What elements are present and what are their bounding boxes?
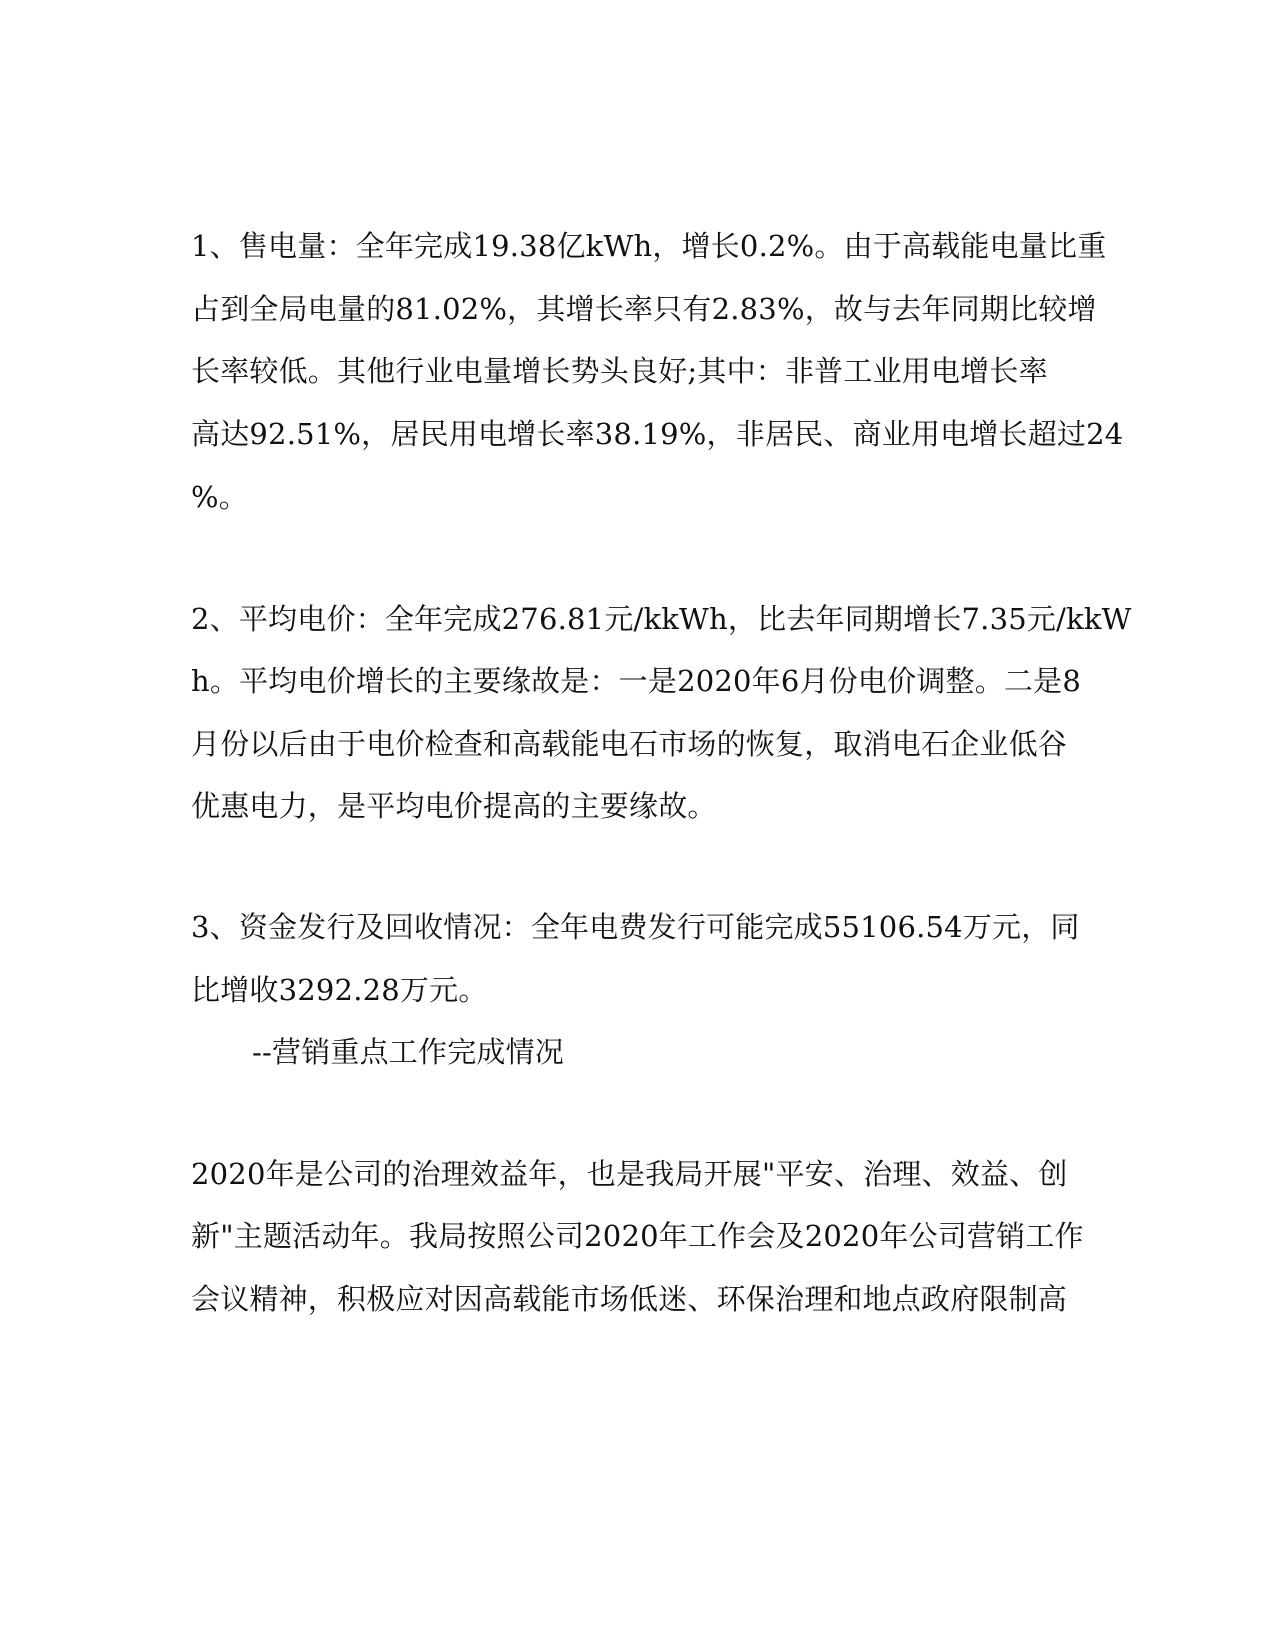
paragraph-4-line-3: 会议精神，积极应对因高载能市场低迷、环保治理和地点政府限制高 bbox=[191, 1282, 1068, 1316]
paragraph-2-line-2: h。平均电价增长的主要缘故是：一是2020年6月份电价调整。二是8 bbox=[191, 664, 1081, 698]
paragraph-1-line-2: 占到全局电量的81.02%，其增长率只有2.83%，故与去年同期比较增 bbox=[191, 292, 1097, 326]
paragraph-2-line-3: 月份以后由于电价检查和高载能电石市场的恢复，取消电石企业低谷 bbox=[191, 727, 1068, 761]
paragraph-2-line-4: 优惠电力，是平均电价提高的主要缘故。 bbox=[191, 789, 717, 823]
paragraph-4-line-1: 2020年是公司的治理效益年，也是我局开展"平安、治理、效益、创 bbox=[191, 1157, 1068, 1191]
paragraph-1-line-1: 1、售电量：全年完成19.38亿kWh，增长0.2%。由于高载能电量比重 bbox=[191, 229, 1107, 263]
paragraph-1-line-5: %。 bbox=[191, 480, 248, 514]
paragraph-1-line-4: 高达92.51%，居民用电增长率38.19%，非居民、商业用电增长超过24 bbox=[191, 417, 1124, 451]
section-heading: --营销重点工作完成情况 bbox=[252, 1035, 564, 1069]
paragraph-1-line-3: 长率较低。其他行业电量增长势头良好;其中：非普工业用电增长率 bbox=[191, 354, 1048, 388]
paragraph-3-line-2: 比增收3292.28万元。 bbox=[191, 973, 488, 1007]
paragraph-2-line-1: 2、平均电价：全年完成276.81元/kkWh，比去年同期增长7.35元/kkW bbox=[191, 602, 1132, 636]
paragraph-4-line-2: 新"主题活动年。我局按照公司2020年工作会及2020年公司营销工作 bbox=[191, 1219, 1084, 1253]
paragraph-3-line-1: 3、资金发行及回收情况：全年电费发行可能完成55106.54万元，同 bbox=[191, 910, 1080, 944]
